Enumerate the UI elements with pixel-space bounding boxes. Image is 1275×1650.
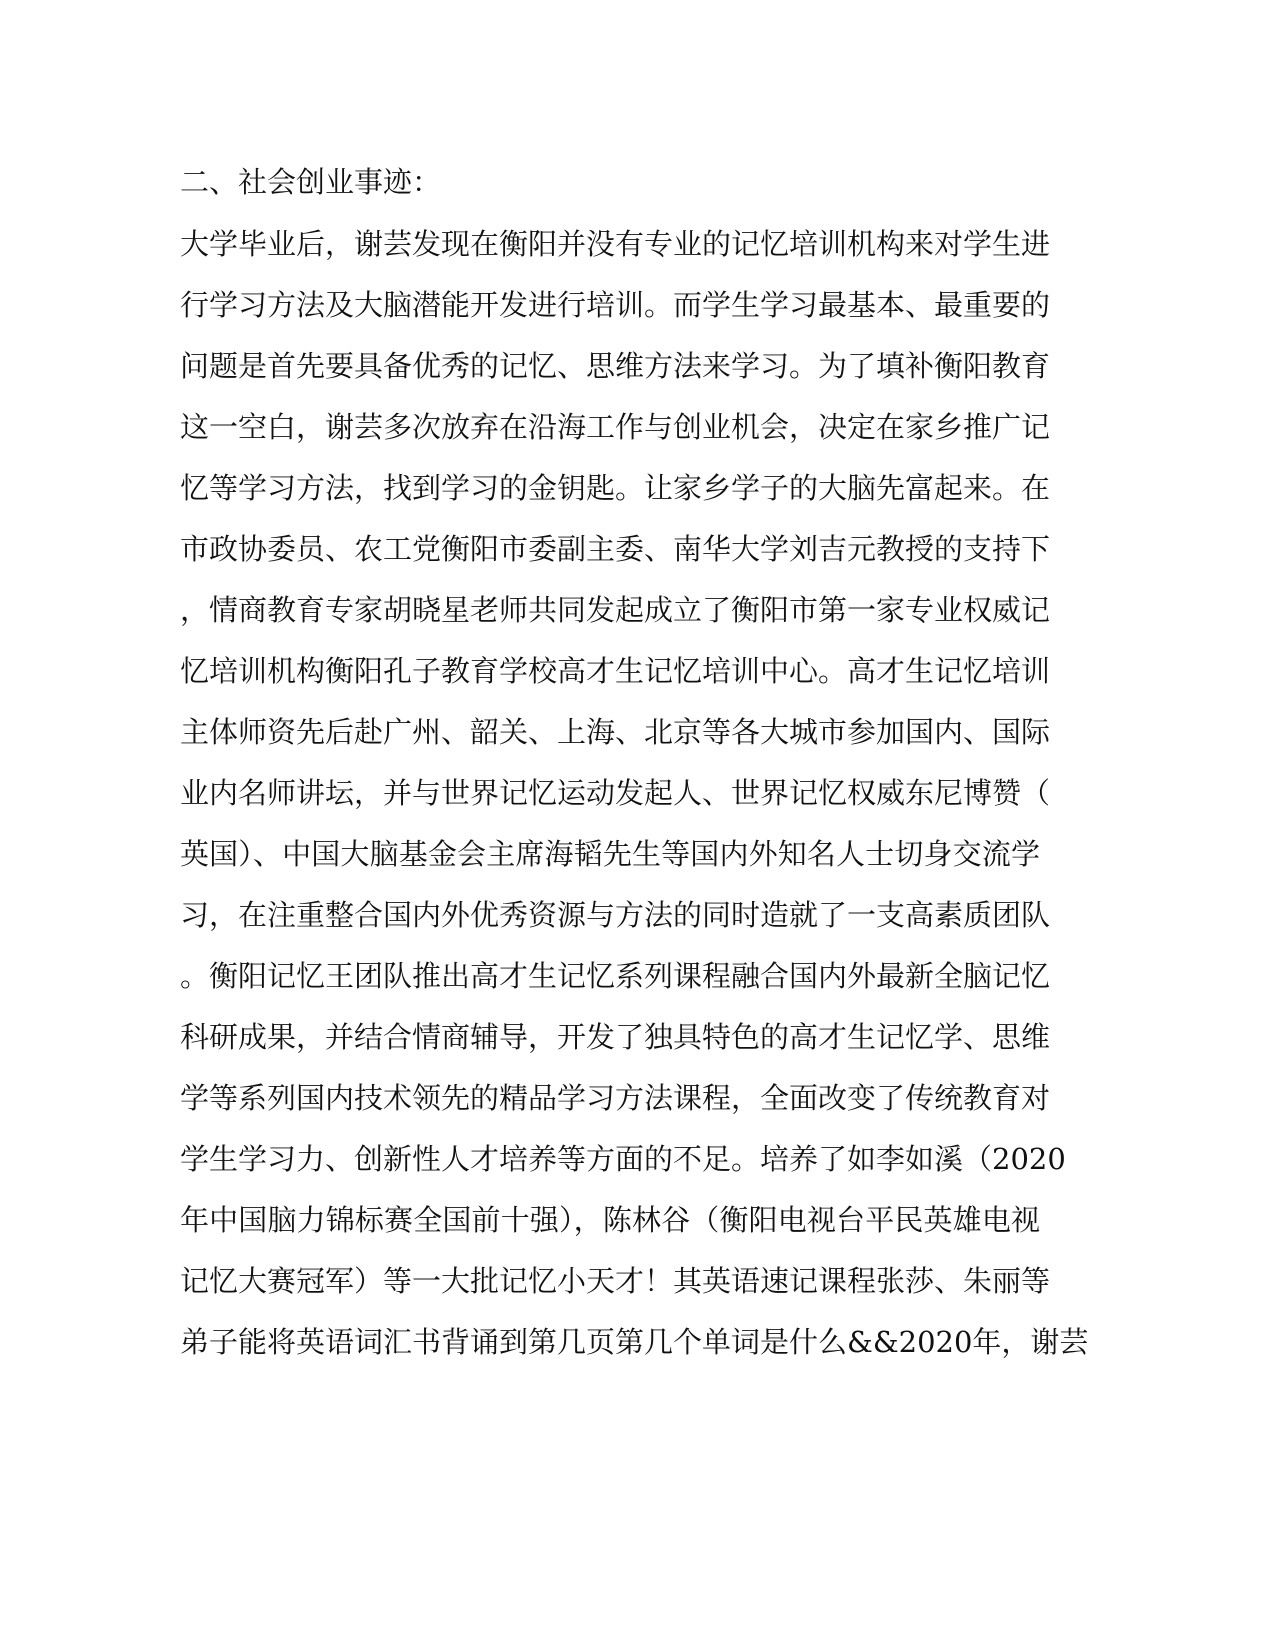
paragraph-line: 这一空白，谢芸多次放弃在沿海工作与创业机会，决定在家乡推广记 <box>180 410 1051 444</box>
paragraph-line: 习，在注重整合国内外优秀资源与方法的同时造就了一支高素质团队 <box>180 898 1051 932</box>
paragraph-line: 弟子能将英语词汇书背诵到第几页第几个单词是什么&&2020年，谢芸 <box>180 1325 1089 1359</box>
paragraph-line: 忆等学习方法，找到学习的金钥匙。让家乡学子的大脑先富起来。在 <box>180 471 1051 505</box>
section-heading: 二、社会创业事迹： <box>180 165 442 199</box>
paragraph-line: 学生学习力、创新性人才培养等方面的不足。培养了如李如溪（2020 <box>180 1142 1066 1176</box>
paragraph-line: 学等系列国内技术领先的精品学习方法课程，全面改变了传统教育对 <box>180 1081 1051 1115</box>
paragraph-line: 主体师资先后赴广州、韶关、上海、北京等各大城市参加国内、国际 <box>180 715 1051 749</box>
paragraph-line: 。衡阳记忆王团队推出高才生记忆系列课程融合国内外最新全脑记忆 <box>180 959 1051 993</box>
paragraph-line: 大学毕业后，谢芸发现在衡阳并没有专业的记忆培训机构来对学生进 <box>180 227 1051 261</box>
paragraph-line: 业内名师讲坛，并与世界记忆运动发起人、世界记忆权威东尼博赞（ <box>180 776 1051 810</box>
paragraph-line: 年中国脑力锦标赛全国前十强），陈林谷（衡阳电视台平民英雄电视 <box>180 1203 1040 1237</box>
paragraph-line: 问题是首先要具备优秀的记忆、思维方法来学习。为了填补衡阳教育 <box>180 349 1051 383</box>
paragraph-line: 行学习方法及大脑潜能开发进行培训。而学生学习最基本、最重要的 <box>180 288 1051 322</box>
paragraph-line: 记忆大赛冠军）等一大批记忆小天才！其英语速记课程张莎、朱丽等 <box>180 1264 1051 1298</box>
paragraph-line: 科研成果，并结合情商辅导，开发了独具特色的高才生记忆学、思维 <box>180 1020 1051 1054</box>
paragraph-line: ，情商教育专家胡晓星老师共同发起成立了衡阳市第一家专业权威记 <box>180 593 1051 627</box>
paragraph-line: 忆培训机构衡阳孔子教育学校高才生记忆培训中心。高才生记忆培训 <box>180 654 1051 688</box>
paragraph-line: 市政协委员、农工党衡阳市委副主委、南华大学刘吉元教授的支持下 <box>180 532 1051 566</box>
paragraph-line: 英国）、中国大脑基金会主席海韬先生等国内外知名人士切身交流学 <box>180 837 1040 871</box>
